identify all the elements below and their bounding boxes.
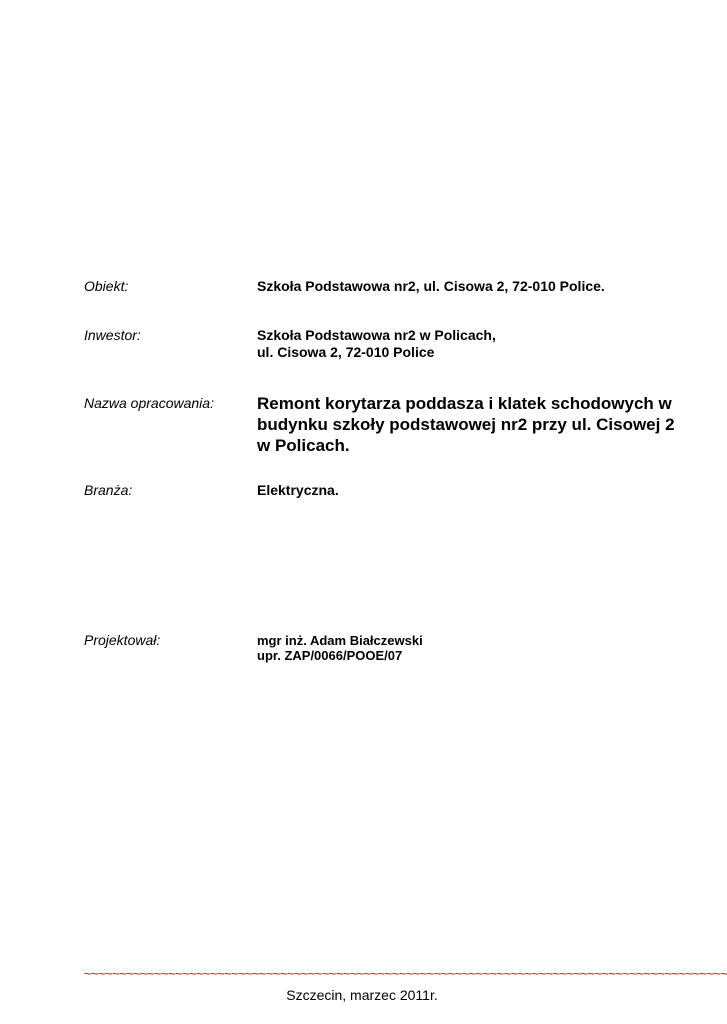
field-label-inwestor: Inwestor: [84,327,141,343]
value-line: ul. Cisowa 2, 72-010 Police [257,344,435,360]
value-line: Remont korytarza poddasza i klatek schodowych w [257,394,672,413]
value-line: mgr inż. Adam Białczewski [257,633,423,648]
field-value-branza [257,482,339,499]
value-line: upr. ZAP/0066/POOE/07 [257,648,403,663]
value-line: Szkoła Podstawowa nr2, ul. Cisowa 2, 72-010 Police. [257,278,605,294]
field-value-obiekt [257,278,605,295]
value-line: Elektryczna. [257,482,339,498]
field-label-branza: Branża: [84,482,133,498]
value-line: w Policach. [257,436,350,455]
field-label-projektowal: Projektował: [84,632,161,648]
field-label-obiekt: Obiekt: [84,278,129,294]
value-line: Szkoła Podstawowa nr2 w Policach, [257,327,496,343]
footer-place-date: Szczecin, marzec 2011r. [286,987,438,1003]
field-value-inwestor [257,327,496,361]
field-label-nazwa: Nazwa opracowania: [84,395,214,411]
footer-separator: ~~~~~~~~~~~~~~~~~~~~~~~~~~~~~~~~~~~~~~~~~~~~~~~~~~~~~~~~~~~~~~~~~~~~~~~~~~~~~~~~~~~~~~~~~~~~ [84,966,727,981]
value-line: budynku szkoły podstawowej nr2 przy ul. Cisowej 2 [257,415,675,434]
field-value-projektowal [257,633,423,663]
field-value-nazwa [257,393,675,456]
